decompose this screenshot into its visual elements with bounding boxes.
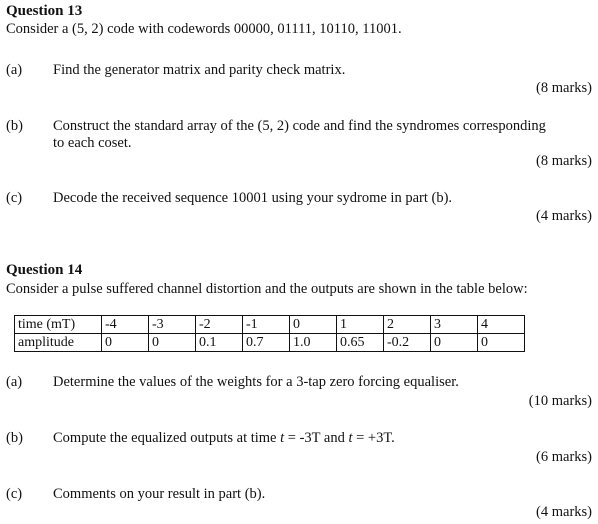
q14-part-b-marks: (6 marks) — [536, 449, 592, 465]
distortion-table — [14, 315, 525, 352]
question-13-intro: Consider a (5, 2) code with codewords 00000, 01111, 10110, 11001. — [6, 21, 402, 37]
q14-part-a-label: (a) — [6, 374, 23, 390]
table-header-time: time (mT) — [15, 316, 102, 334]
q13-part-b-text-line1: Construct the standard array of the (5, 2) code and find the syndromes corresponding — [53, 118, 546, 134]
q13-part-a-marks: (8 marks) — [536, 80, 592, 96]
q13-part-c-label: (c) — [6, 190, 23, 206]
table-cell: 1 — [337, 316, 384, 334]
question-14-title: Question 14 — [6, 262, 83, 278]
q14-part-c-label: (c) — [6, 486, 23, 502]
table-cell: -0.2 — [384, 334, 431, 352]
table-cell: 0 — [102, 334, 149, 352]
table-row-amplitude — [15, 334, 525, 352]
q13-part-b-text-line2: to each coset. — [53, 135, 132, 151]
q14-part-c-text: Comments on your result in part (b). — [53, 486, 266, 502]
table-row-time — [15, 316, 525, 334]
time-variable: t — [280, 430, 285, 446]
table-cell: -1 — [243, 316, 290, 334]
q13-part-a-text: Find the generator matrix and parity check matrix. — [53, 62, 346, 78]
q13-part-a-label: (a) — [6, 62, 23, 78]
table-cell: -2 — [196, 316, 243, 334]
table-header-amplitude: amplitude — [15, 334, 102, 352]
table-cell: 0 — [149, 334, 196, 352]
table-cell: 3 — [431, 316, 478, 334]
q13-part-c-text: Decode the received sequence 10001 using your sydrome in part (b). — [53, 190, 453, 206]
q14-part-c-marks: (4 marks) — [536, 504, 592, 520]
q14-part-b-text: Compute the equalized outputs at time t = -3T and t = +3T. — [53, 430, 395, 446]
table-cell: 4 — [478, 316, 525, 334]
table-cell: 0.1 — [196, 334, 243, 352]
table-cell: 0.65 — [337, 334, 384, 352]
q13-part-b-label: (b) — [6, 118, 23, 134]
question-13-title: Question 13 — [6, 3, 83, 19]
table-cell: 0 — [290, 316, 337, 334]
q13-part-b-marks: (8 marks) — [536, 153, 592, 169]
table-cell: 2 — [384, 316, 431, 334]
q14-part-b-label: (b) — [6, 430, 23, 446]
table-cell: -4 — [102, 316, 149, 334]
table-cell: 0 — [431, 334, 478, 352]
table-cell: 0.7 — [243, 334, 290, 352]
table-cell: -3 — [149, 316, 196, 334]
q14-part-a-marks: (10 marks) — [528, 393, 592, 409]
question-14-intro: Consider a pulse suffered channel distortion and the outputs are shown in the table below: — [6, 281, 528, 297]
q14-part-a-text: Determine the values of the weights for a 3-tap zero forcing equaliser. — [53, 374, 459, 390]
time-variable: t — [348, 430, 353, 446]
table-cell: 1.0 — [290, 334, 337, 352]
q13-part-c-marks: (4 marks) — [536, 208, 592, 224]
table-cell: 0 — [478, 334, 525, 352]
